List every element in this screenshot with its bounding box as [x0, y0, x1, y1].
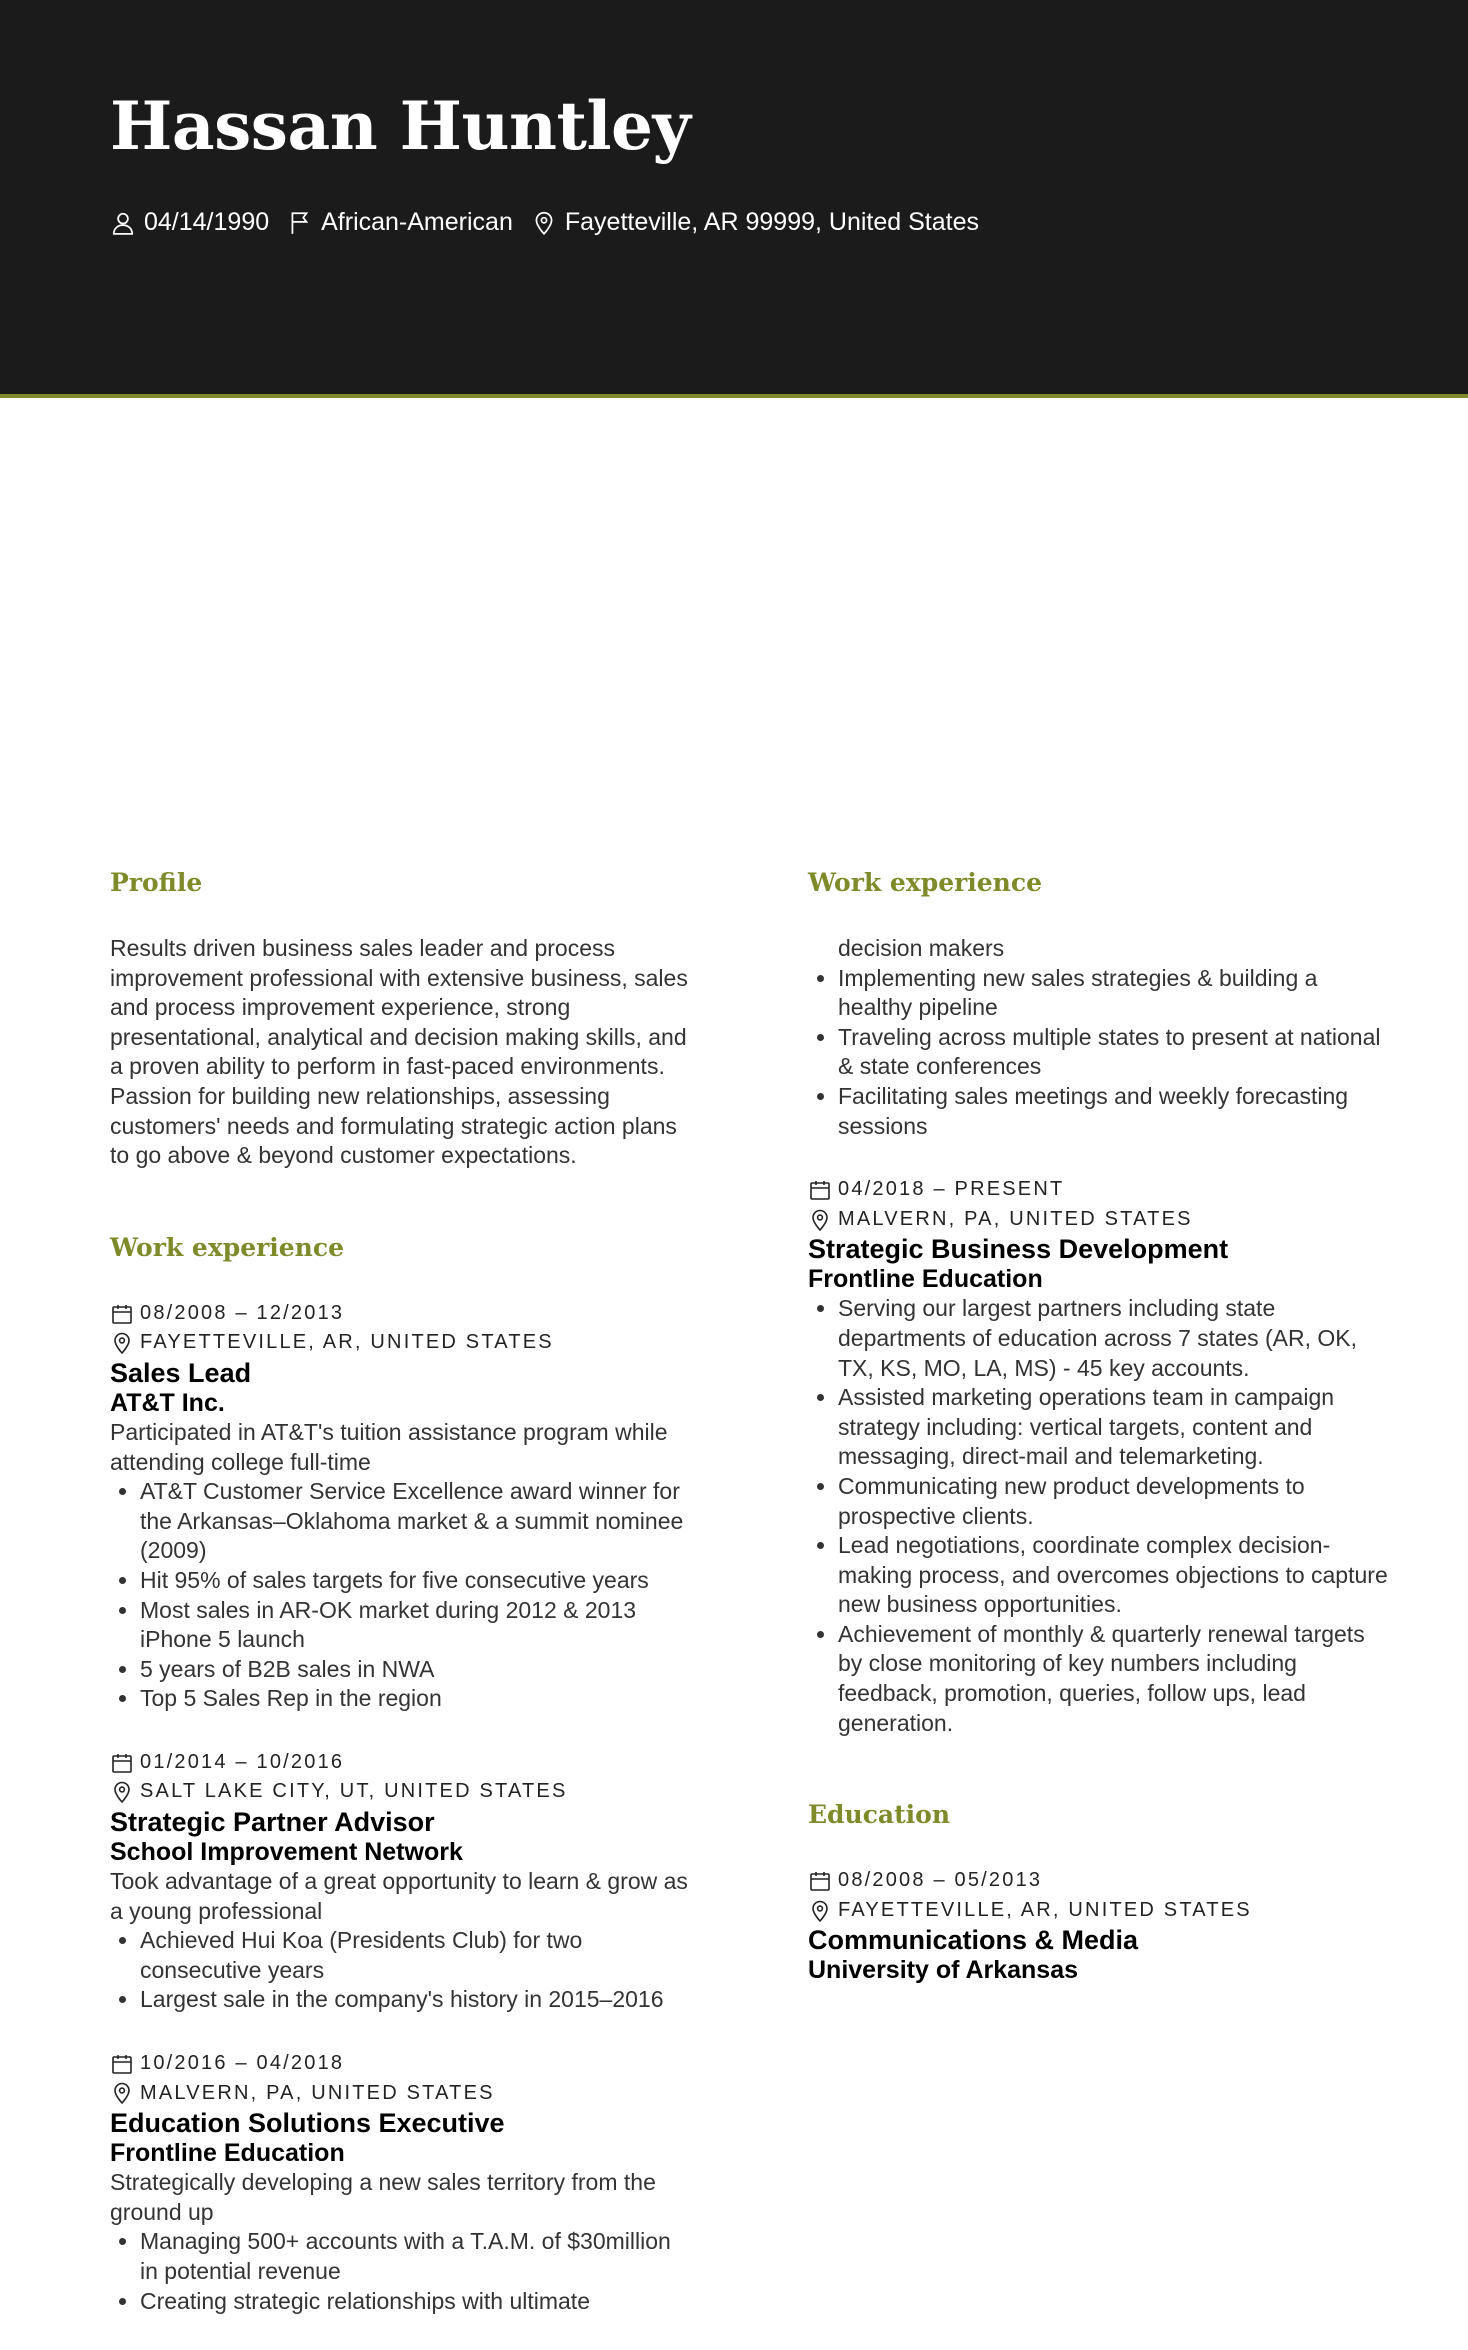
section-title-work: Work experience — [110, 1232, 344, 1262]
map-pin-icon — [110, 1331, 134, 1355]
entry-location: SALT LAKE CITY, UT, UNITED STATES — [110, 1777, 690, 1807]
list-item: • Largest sale in the company's history in 2015–2016 — [140, 1985, 690, 2015]
job-bullets — [808, 1294, 1388, 1738]
company-name: AT&T Inc. — [110, 1388, 225, 1417]
calendar-icon — [110, 1302, 134, 1326]
degree-title: Communications & Media — [808, 1925, 1139, 1956]
continued-text: decision makers — [838, 935, 1005, 961]
profile-section — [110, 868, 690, 1171]
entry-dates: 01/2014 – 10/2016 — [110, 1748, 690, 1778]
section-title-work-continued: Work experience — [808, 868, 1042, 897]
entry-location: MALVERN, PA, UNITED STATES — [110, 2079, 690, 2109]
entry-location: FAYETTEVILLE, AR, UNITED STATES — [110, 1328, 690, 1358]
job-title: Sales Lead — [110, 1357, 252, 1388]
person-icon — [110, 210, 136, 236]
job-summary: Participated in AT&T's tuition assistance program while attending college full-time — [110, 1418, 668, 1475]
job-bullets — [110, 1477, 690, 1714]
entry-location: MALVERN, PA, UNITED STATES — [808, 1205, 1388, 1235]
work-entry-continued — [808, 934, 1388, 1141]
job-title: Strategic Partner Advisor — [110, 1807, 435, 1838]
section-title-profile: Profile — [110, 868, 203, 897]
education-entry — [808, 1866, 1388, 1985]
list-item: • Traveling across multiple states to present at national & state conferences — [838, 1023, 1388, 1082]
calendar-icon — [808, 1178, 832, 1202]
map-pin-icon — [110, 1780, 134, 1804]
flag-icon — [287, 210, 313, 236]
entry-dates: 04/2018 – PRESENT — [808, 1175, 1388, 1205]
job-summary: Strategically developing a new sales territory from the ground up — [110, 2169, 656, 2225]
section-title-education: Education — [808, 1800, 951, 1830]
birthdate-item — [110, 208, 269, 237]
company-name: Frontline Education — [808, 1265, 1043, 1294]
school-name: University of Arkansas — [808, 1956, 1079, 1985]
entry-location: FAYETTEVILLE, AR, UNITED STATES — [808, 1896, 1388, 1926]
list-item: • Managing 500+ accounts with a T.A.M. of $30million in potential revenue — [140, 2227, 690, 2286]
job-bullets — [110, 2227, 690, 2316]
map-pin-icon — [110, 2081, 134, 2105]
resume-header — [0, 0, 1468, 398]
list-item: • Serving our largest partners including state departments of education across 7 states (AR, OK, TX, KS, MO, LA, MS) - 45 key accounts. — [838, 1294, 1388, 1383]
job-summary: Took advantage of a great opportunity to learn & grow as a young professional — [110, 1868, 688, 1924]
list-item: • Most sales in AR-OK market during 2012 & 2013 iPhone 5 launch — [140, 1596, 690, 1655]
nationality: African-American — [321, 208, 513, 236]
company-name: School Improvement Network — [110, 1838, 463, 1867]
list-item: • Assisted marketing operations team in campaign strategy including: vertical targets, content and messaging, direct-mail and telemarketing. — [838, 1383, 1388, 1472]
job-title: Strategic Business Development — [808, 1234, 1229, 1265]
entry-dates: 08/2008 – 12/2013 — [110, 1299, 690, 1329]
list-item: • Achievement of monthly & quarterly renewal targets by close monitoring of key numbers including feedback, promotion, queries, follow ups, lead generation. — [838, 1620, 1388, 1738]
list-item: • Achieved Hui Koa (Presidents Club) for two consecutive years — [140, 1926, 690, 1985]
right-column — [808, 868, 1388, 2047]
work-experience-section — [110, 1233, 690, 2316]
job-bullets — [110, 1926, 690, 2015]
map-pin-icon — [531, 210, 557, 236]
entry-dates: 08/2008 – 05/2013 — [808, 1866, 1388, 1896]
company-name: Frontline Education — [110, 2139, 345, 2168]
candidate-name: Hassan Huntley — [110, 87, 691, 165]
calendar-icon — [808, 1869, 832, 1893]
nationality-item — [287, 208, 513, 237]
profile-text: Results driven business sales leader and process improvement professional with extensive business, sales and process improvement experience, strong presentational, analytical and decision making skills, and a proven ability to perform in fast-paced environments. Passion for building new relationships, assessing customers' needs and formulating strategic action plans to go above & beyond customer expectations. — [110, 935, 688, 1169]
personal-details — [110, 208, 983, 237]
list-item: • Top 5 Sales Rep in the region — [140, 1684, 690, 1714]
location: Fayetteville, AR 99999, United States — [564, 208, 979, 236]
list-item: • Hit 95% of sales targets for five consecutive years — [140, 1566, 690, 1596]
birthdate: 04/14/1990 — [144, 208, 270, 236]
map-pin-icon — [808, 1208, 832, 1232]
list-item: • Communicating new product developments to prospective clients. — [838, 1472, 1388, 1531]
job-title: Education Solutions Executive — [110, 2108, 505, 2139]
work-entry — [110, 2049, 690, 2316]
list-item: • Facilitating sales meetings and weekly forecasting sessions — [838, 1082, 1388, 1141]
list-item: • Creating strategic relationships with ultimate — [140, 2287, 690, 2317]
job-bullets — [808, 964, 1388, 1142]
list-item: • Lead negotiations, coordinate complex decision-making process, and overcomes objections to capture new business opportunities. — [838, 1531, 1388, 1620]
entry-dates: 10/2016 – 04/2018 — [110, 2049, 690, 2079]
work-entry — [808, 1175, 1388, 1738]
calendar-icon — [110, 1751, 134, 1775]
list-item: • Implementing new sales strategies & building a healthy pipeline — [838, 964, 1388, 1023]
education-section — [808, 1800, 1388, 1985]
list-item: • 5 years of B2B sales in NWA — [140, 1655, 690, 1685]
work-experience-continued-section — [808, 868, 1388, 1738]
work-entry — [110, 1748, 690, 2015]
map-pin-icon — [808, 1899, 832, 1923]
work-entry — [110, 1299, 690, 1714]
list-item: • AT&T Customer Service Excellence award winner for the Arkansas–Oklahoma market & a summit nominee (2009) — [140, 1477, 690, 1566]
left-column — [110, 868, 690, 2350]
location-item — [531, 208, 979, 237]
calendar-icon — [110, 2052, 134, 2076]
